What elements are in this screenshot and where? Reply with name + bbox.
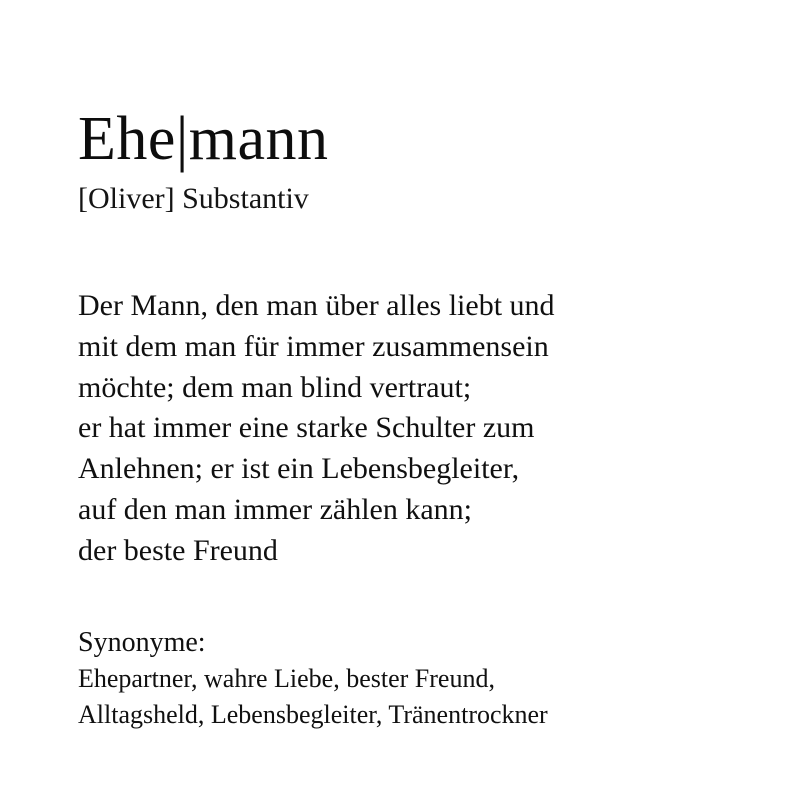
definition-line: Anlehnen; er ist ein Lebensbegleiter, bbox=[78, 452, 520, 486]
definition-line: er hat immer eine starke Schulter zum bbox=[78, 411, 535, 445]
entry-subline: [Oliver] Substantiv bbox=[78, 182, 309, 215]
definition-line: Der Mann, den man über alles liebt und bbox=[78, 289, 555, 322]
synonyms-list bbox=[78, 661, 722, 733]
definition-line: mit dem man für immer zusammensein bbox=[78, 329, 549, 363]
page-title: Ehe|mann bbox=[78, 105, 329, 173]
definition-line: möchte; dem man blind vertraut; bbox=[78, 370, 472, 404]
synonyms-label: Synonyme: bbox=[78, 626, 206, 658]
entry-definition bbox=[78, 214, 722, 572]
definition-line: auf den man immer zählen kann; bbox=[78, 492, 473, 526]
synonyms-section bbox=[78, 572, 722, 734]
definition-line: der beste Freund bbox=[78, 533, 278, 567]
synonyms-line: Ehepartner, wahre Liebe, bester Freund, bbox=[78, 664, 495, 694]
synonyms-line: Alltagsheld, Lebensbegleiter, Tränentrockner bbox=[78, 700, 548, 730]
